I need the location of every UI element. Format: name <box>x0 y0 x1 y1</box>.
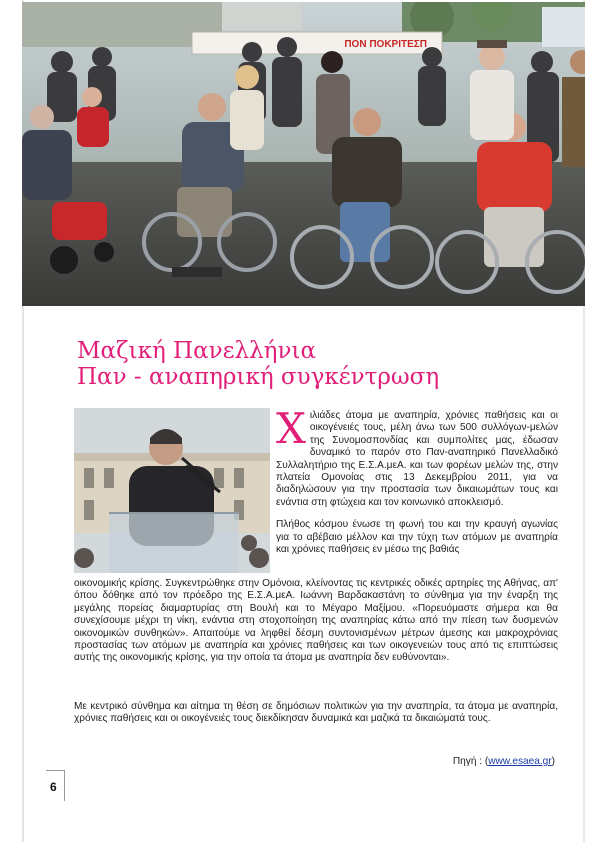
paragraph-text: Με κεντρικό σύνθημα και αίτημα τη θέση σε δημόσιων πολιτικών για την αναπηρία, τα άτομα με αναπηρία, χρόνιες παθήσεις και οι οικογένειές τους διεκδίκησαν δυναμικά και μαζικά τα δικαιώματά τους. <box>74 701 558 725</box>
source-line <box>453 756 555 767</box>
banner-text: ΠΟΝ ΠΟΚΡΙΤΕΣΠ <box>344 39 427 50</box>
second-paragraph-start: Πλήθος κόσμου ένωσε τη φωνή του και την κραυγή αγωνίας για το αβέβαιο μέλλον και την τύχη των ατόμων με αναπηρία και χρόνιες παθήσεις εν μέσω της βαθιάς <box>276 519 558 556</box>
paragraph-text: οικονομικής κρίσης. Συγκεντρώθηκε στην Ομόνοια, κλείνοντας τις κεντρικές οδικές αρτηρίες της Αθήνας, απ' όπου δόθηκε από τον πρόεδρο της Ε.Σ.Α.μεΑ. Ιωάννη Βαρδακαστάνη το σύνθημα για την έναρξη της μεγάλης πορείας διαμαρτυρίας στη Βουλή και το Μέγαρο Μαξίμου. «Πορευόμαστε σήμερα και θα συνεχίσουμε μέχρι τη νίκη, ενάντια στη στοχοποίηση της αναπηρίας κάτω από την πίεση των δυσμενών οικονομικών συνθηκών». Απαιτούμε να ληφθεί δέσμη συντονισμένων μέτρων άμεσης και μακροχρόνιας προστασίας των ατόμων με αναπηρία και χρόνιες παθήσεις και των οικογενειών τους από τις επιπτώσεις αυτής της οικονομικής κρίσης, για την οποία τα άτομα με αναπηρία δεν ευθύνονται». <box>74 578 558 664</box>
page-number: 6 <box>50 780 57 794</box>
article-headline <box>77 338 557 390</box>
drop-cap: Χ <box>276 404 306 453</box>
headline-line-1: Μαζική Πανελλήνια <box>77 338 316 364</box>
intro-text: ιλιάδες άτομα με αναπηρία, χρόνιες παθήσεις και οι οικογένειές τους, μέλη άνω των 500 συλλόγων-μελών της Συνομοσπονδίας και συμπολίτες μας, έδωσαν δυναμικό το παρόν στο Παν-αναπηρικό Πανελλαδικό Συλλαλητήριο της Ε.Σ.Α.μεΑ. και των φορέων μελών της, στην πλατεία Ομονοίας στις 13 Δεκεμβρίου 2011, για να διαδηλώσουν για την προστασία των δικαιωμάτων τους και ενάντια στη φτώχεια και τον κοινωνικό αποκλεισμό. <box>276 410 558 508</box>
source-label: Πηγή : ( <box>452 756 489 767</box>
headline-line-2: Παν - αναπηρική συγκέντρωση <box>77 364 440 390</box>
article-right-column <box>276 404 558 556</box>
protest-photo <box>22 2 585 306</box>
second-paragraph-continuation <box>74 578 558 665</box>
intro-paragraph <box>276 404 558 509</box>
speaker-photo <box>74 408 270 573</box>
third-paragraph <box>74 701 558 726</box>
source-close: ) <box>551 756 555 767</box>
source-link[interactable]: www.esaea.gr <box>488 756 552 767</box>
